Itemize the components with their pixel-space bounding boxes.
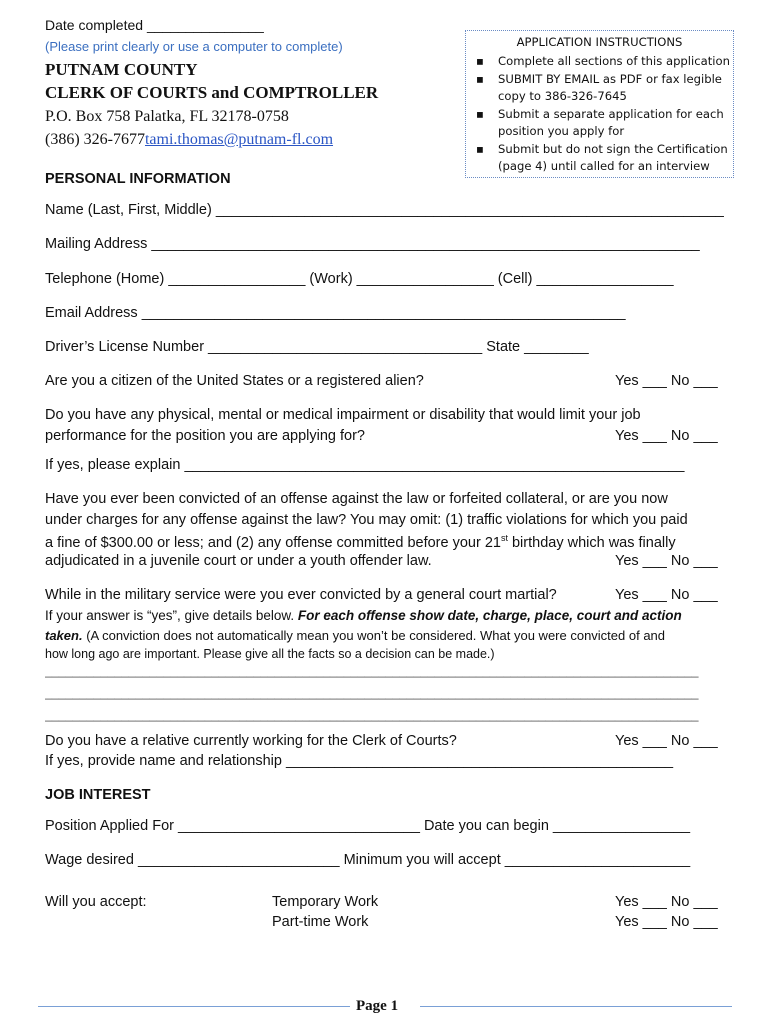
military-yes-no[interactable]: Yes ___ No ___	[615, 587, 718, 603]
citizen-yes-no[interactable]: Yes ___ No ___	[615, 373, 718, 389]
relative-question: Do you have a relative currently working for the Clerk of Courts?	[45, 733, 457, 749]
page-number: Page 1	[356, 998, 399, 1014]
application-instructions-box	[465, 30, 734, 178]
relative-yes-no[interactable]: Yes ___ No ___	[615, 733, 718, 749]
relative-name-field[interactable]: If yes, provide name and relationship ________________________________________________	[45, 753, 674, 769]
impairment-question-line2: performance for the position you are applying for?	[45, 428, 365, 444]
details-blank-line[interactable]: ______________________________________________________________________________________________	[45, 686, 699, 700]
will-you-accept-label: Will you accept:	[45, 894, 147, 910]
conviction-question-line3: a fine of $300.00 or less; and (2) any offense committed before your 21st birthday which was finally	[45, 533, 676, 551]
temporary-work-label: Temporary Work	[272, 894, 379, 910]
details-blank-line[interactable]: ______________________________________________________________________________________________	[45, 664, 699, 678]
instruction-item: ▪ SUBMIT BY EMAIL as PDF or fax legible copy to 386-326-7645	[476, 71, 722, 103]
instruction-item: ▪ Complete all sections of this application	[476, 53, 734, 71]
impairment-yes-no[interactable]: Yes ___ No ___	[615, 428, 718, 444]
conviction-yes-no[interactable]: Yes ___ No ___	[615, 553, 718, 569]
parttime-yes-no[interactable]: Yes ___ No ___	[615, 914, 718, 930]
instruction-item: ▪ Submit a separate application for each position you apply for	[476, 106, 724, 138]
instructions-list	[476, 53, 734, 176]
conviction-question-line1: Have you ever been convicted of an offense against the law or forfeited collateral, or are you now	[45, 491, 668, 507]
org-contact	[45, 131, 333, 149]
job-interest-heading: JOB INTEREST	[45, 787, 151, 803]
org-phone: (386) 326-7677	[45, 131, 145, 148]
impairment-question-line1: Do you have any physical, mental or medical impairment or disability that would limit your job	[45, 407, 641, 423]
org-address: P.O. Box 758 Palatka, FL 32178-0758	[45, 108, 289, 125]
org-county: PUTNAM COUNTY	[45, 60, 198, 79]
bullet-icon: ▪	[476, 106, 484, 121]
footer-rule-left	[38, 1006, 350, 1007]
print-note: (Please print clearly or use a computer to complete)	[45, 39, 343, 54]
military-question: While in the military service were you ever convicted by a general court martial?	[45, 587, 557, 603]
position-field[interactable]: Position Applied For ______________________________ Date you can begin _________________	[45, 818, 691, 834]
name-field[interactable]: Name (Last, First, Middle) _______________________________________________________________	[45, 202, 724, 218]
instruction-item: ▪ Submit but do not sign the Certification (page 4) until called for an interview	[476, 141, 728, 173]
org-clerk: CLERK OF COURTS and COMPTROLLER	[45, 83, 379, 102]
telephone-fields[interactable]: Telephone (Home) _________________ (Work) _________________ (Cell) _________________	[45, 271, 674, 287]
email-field[interactable]: Email Address ____________________________________________________________	[45, 305, 626, 321]
bullet-icon: ▪	[476, 54, 484, 68]
conviction-question-line2: under charges for any offense against the law? You may omit: (1) traffic violations for which you paid	[45, 512, 688, 528]
details-instructions-line1: If your answer is “yes”, give details below. For each offense show date, charge, place, court and action	[45, 608, 682, 623]
org-email-link[interactable]: tami.thomas@putnam-fl.com	[144, 131, 334, 148]
conviction-question-line4: adjudicated in a juvenile court or under a youth offender law.	[45, 553, 432, 569]
bullet-icon: ▪	[476, 141, 484, 156]
details-blank-line[interactable]: ______________________________________________________________________________________________	[45, 708, 699, 722]
date-completed-field[interactable]: Date completed _______________	[45, 17, 264, 33]
mailing-address-field[interactable]: Mailing Address ____________________________________________________________________	[45, 236, 700, 252]
wage-field[interactable]: Wage desired _________________________ Minimum you will accept _______________________	[45, 852, 691, 868]
drivers-license-field[interactable]: Driver’s License Number __________________________________ State ________	[45, 339, 589, 355]
parttime-work-label: Part-time Work	[272, 914, 369, 930]
temporary-yes-no[interactable]: Yes ___ No ___	[615, 894, 718, 910]
instructions-title: APPLICATION INSTRUCTIONS	[516, 35, 683, 49]
details-instructions-line3: how long ago are important. Please give all the facts so a decision can be made.)	[45, 647, 495, 661]
personal-information-heading: PERSONAL INFORMATION	[45, 171, 231, 187]
footer-rule-right	[420, 1006, 732, 1007]
bullet-icon: ▪	[476, 71, 484, 86]
explain-field[interactable]: If yes, please explain ______________________________________________________________	[45, 457, 685, 473]
details-instructions-line2: taken. (A conviction does not automatically mean you won’t be considered. What you were convicted of and	[45, 628, 666, 643]
citizen-question: Are you a citizen of the United States or a registered alien?	[45, 373, 424, 389]
